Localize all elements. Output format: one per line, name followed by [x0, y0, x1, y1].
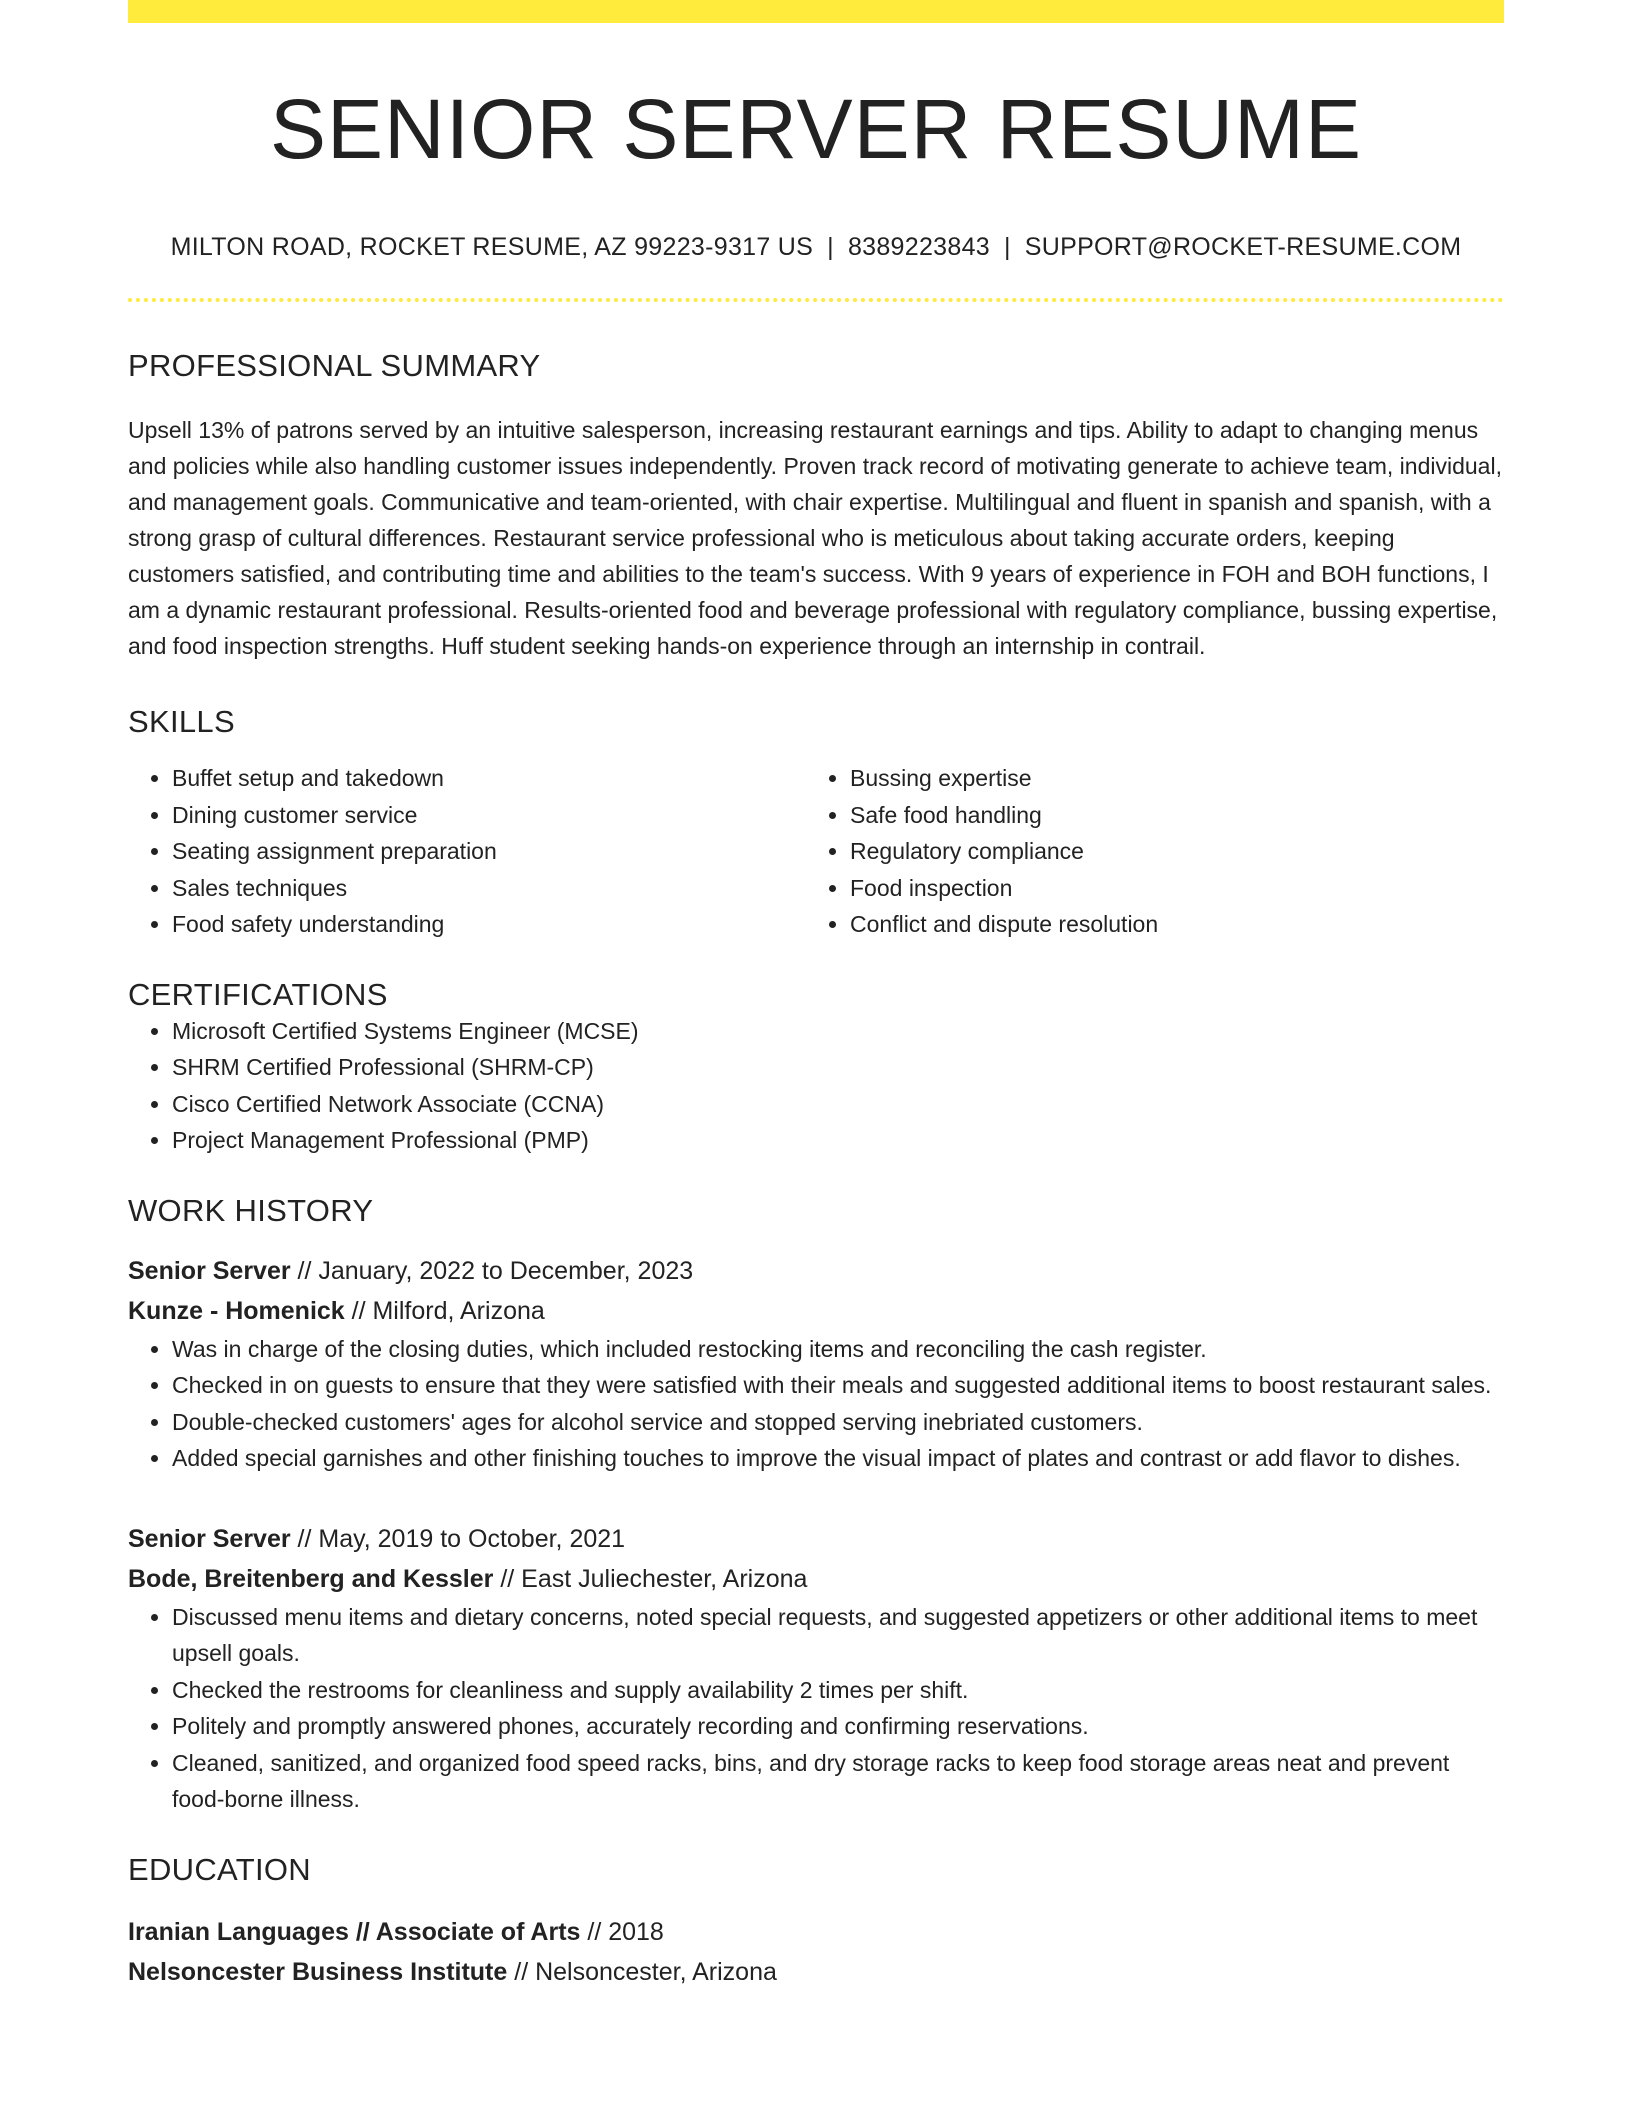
skills-list-left — [128, 760, 806, 943]
contact-address: MILTON ROAD, ROCKET RESUME, AZ 99223-9317 US — [170, 233, 814, 262]
job-duty-item: • Checked in on guests to ensure that they were satisfied with their meals and suggested additional items to boost restaurant sales. — [172, 1367, 1504, 1404]
education-location: // Nelsoncester, Arizona — [507, 1957, 777, 1986]
work-history-section — [128, 1193, 1504, 1818]
skill-item: • Bussing expertise — [850, 760, 1484, 797]
job-duty-item: • Double-checked customers' ages for alcohol service and stopped serving inebriated customers. — [172, 1404, 1504, 1441]
certification-item: • SHRM Certified Professional (SHRM-CP) — [172, 1049, 1504, 1086]
education-section — [128, 1852, 1504, 1992]
skills-grid — [128, 760, 1504, 943]
job-entry — [128, 1519, 1504, 1818]
contact-line — [128, 233, 1504, 262]
contact-email: SUPPORT@ROCKET-RESUME.COM — [1024, 233, 1462, 262]
certification-item: • Microsoft Certified Systems Engineer (MCSE) — [172, 1013, 1504, 1050]
job-title: Senior Server — [128, 1524, 291, 1553]
resume-page — [128, 0, 1504, 1992]
job-duties-list — [128, 1331, 1504, 1477]
summary-text: Upsell 13% of patrons served by an intuitive salesperson, increasing restaurant earnings and tips. Ability to adapt to changing menus and policies while also handling customer issues independently. Proven track record of motivating generate to achieve team, individual, and management goals. Communicative and team-oriented, with chair expertise. Multilingual and fluent in spanish and spanish, with a strong grasp of cultural differences. Restaurant service professional who is meticulous about taking accurate orders, keeping customers satisfied, and contributing time and abilities to the team's success. With 9 years of experience in FOH and BOH functions, I am a dynamic restaurant professional. Results-oriented food and beverage professional with regulatory compliance, bussing expertise, and food inspection strengths. Huff student seeking hands-on experience through an internship in contrail. — [128, 417, 1502, 660]
job-dates: // January, 2022 to December, 2023 — [290, 1256, 694, 1285]
job-company-line — [128, 1291, 1504, 1331]
skill-item: • Seating assignment preparation — [172, 833, 806, 870]
top-accent-bar — [128, 0, 1504, 23]
contact-phone: 8389223843 — [847, 233, 990, 262]
job-title-line — [128, 1519, 1504, 1559]
dotted-divider — [128, 298, 1504, 302]
education-school-line — [128, 1952, 1504, 1992]
certifications-section — [128, 977, 1504, 1159]
certification-item: • Project Management Professional (PMP) — [172, 1122, 1504, 1159]
skill-item: • Food inspection — [850, 870, 1484, 907]
education-degree: Iranian Languages // Associate of Arts — [128, 1917, 581, 1946]
job-duty-item: • Added special garnishes and other finishing touches to improve the visual impact of plates and contrast or add flavor to dishes. — [172, 1440, 1504, 1477]
skills-heading: SKILLS — [128, 704, 235, 740]
job-duties-list — [128, 1599, 1504, 1818]
job-location: // Milford, Arizona — [344, 1296, 545, 1325]
job-duty-item: • Was in charge of the closing duties, which included restocking items and reconciling the cash register. — [172, 1331, 1504, 1368]
skill-item: • Dining customer service — [172, 797, 806, 834]
skill-item: • Food safety understanding — [172, 906, 806, 943]
job-title-line — [128, 1251, 1504, 1291]
skill-item: • Buffet setup and takedown — [172, 760, 806, 797]
skills-column-left — [128, 760, 806, 943]
job-title: Senior Server — [128, 1256, 291, 1285]
job-company-line — [128, 1559, 1504, 1599]
job-location: // East Juliechester, Arizona — [493, 1564, 808, 1593]
skill-item: • Safe food handling — [850, 797, 1484, 834]
job-duty-item: • Discussed menu items and dietary concerns, noted special requests, and suggested appetizers or other additional items to meet upsell goals. — [172, 1599, 1504, 1672]
summary-section — [128, 348, 1504, 664]
resume-title: SENIOR SERVER RESUME — [269, 82, 1363, 176]
job-duty-item: • Checked the restrooms for cleanliness and supply availability 2 times per shift. — [172, 1672, 1504, 1709]
job-duty-item: • Politely and promptly answered phones, accurately recording and confirming reservations. — [172, 1708, 1504, 1745]
job-company: Bode, Breitenberg and Kessler — [128, 1564, 494, 1593]
skills-list-right — [806, 760, 1484, 943]
summary-heading: PROFESSIONAL SUMMARY — [128, 348, 541, 384]
skill-item: • Regulatory compliance — [850, 833, 1484, 870]
contact-separator: | — [827, 233, 834, 262]
certification-item: • Cisco Certified Network Associate (CCNA) — [172, 1086, 1504, 1123]
education-heading: EDUCATION — [128, 1851, 311, 1887]
certifications-heading: CERTIFICATIONS — [128, 976, 388, 1012]
education-entry — [128, 1912, 1504, 1992]
education-school: Nelsoncester Business Institute — [128, 1957, 508, 1986]
job-duty-item: • Cleaned, sanitized, and organized food speed racks, bins, and dry storage racks to keep food storage areas neat and prevent food-borne illness. — [172, 1745, 1504, 1818]
certifications-list — [128, 1013, 1504, 1159]
job-company: Kunze - Homenick — [128, 1296, 345, 1325]
contact-separator: | — [1003, 233, 1011, 262]
skills-column-right — [806, 760, 1484, 943]
job-entry — [128, 1251, 1504, 1477]
skill-item: • Sales techniques — [172, 870, 806, 907]
skill-item: • Conflict and dispute resolution — [850, 906, 1484, 943]
job-dates: // May, 2019 to October, 2021 — [290, 1524, 626, 1553]
skills-section — [128, 704, 1504, 943]
work-history-heading: WORK HISTORY — [128, 1192, 374, 1228]
education-degree-line — [128, 1912, 1504, 1952]
education-year: // 2018 — [580, 1917, 664, 1946]
